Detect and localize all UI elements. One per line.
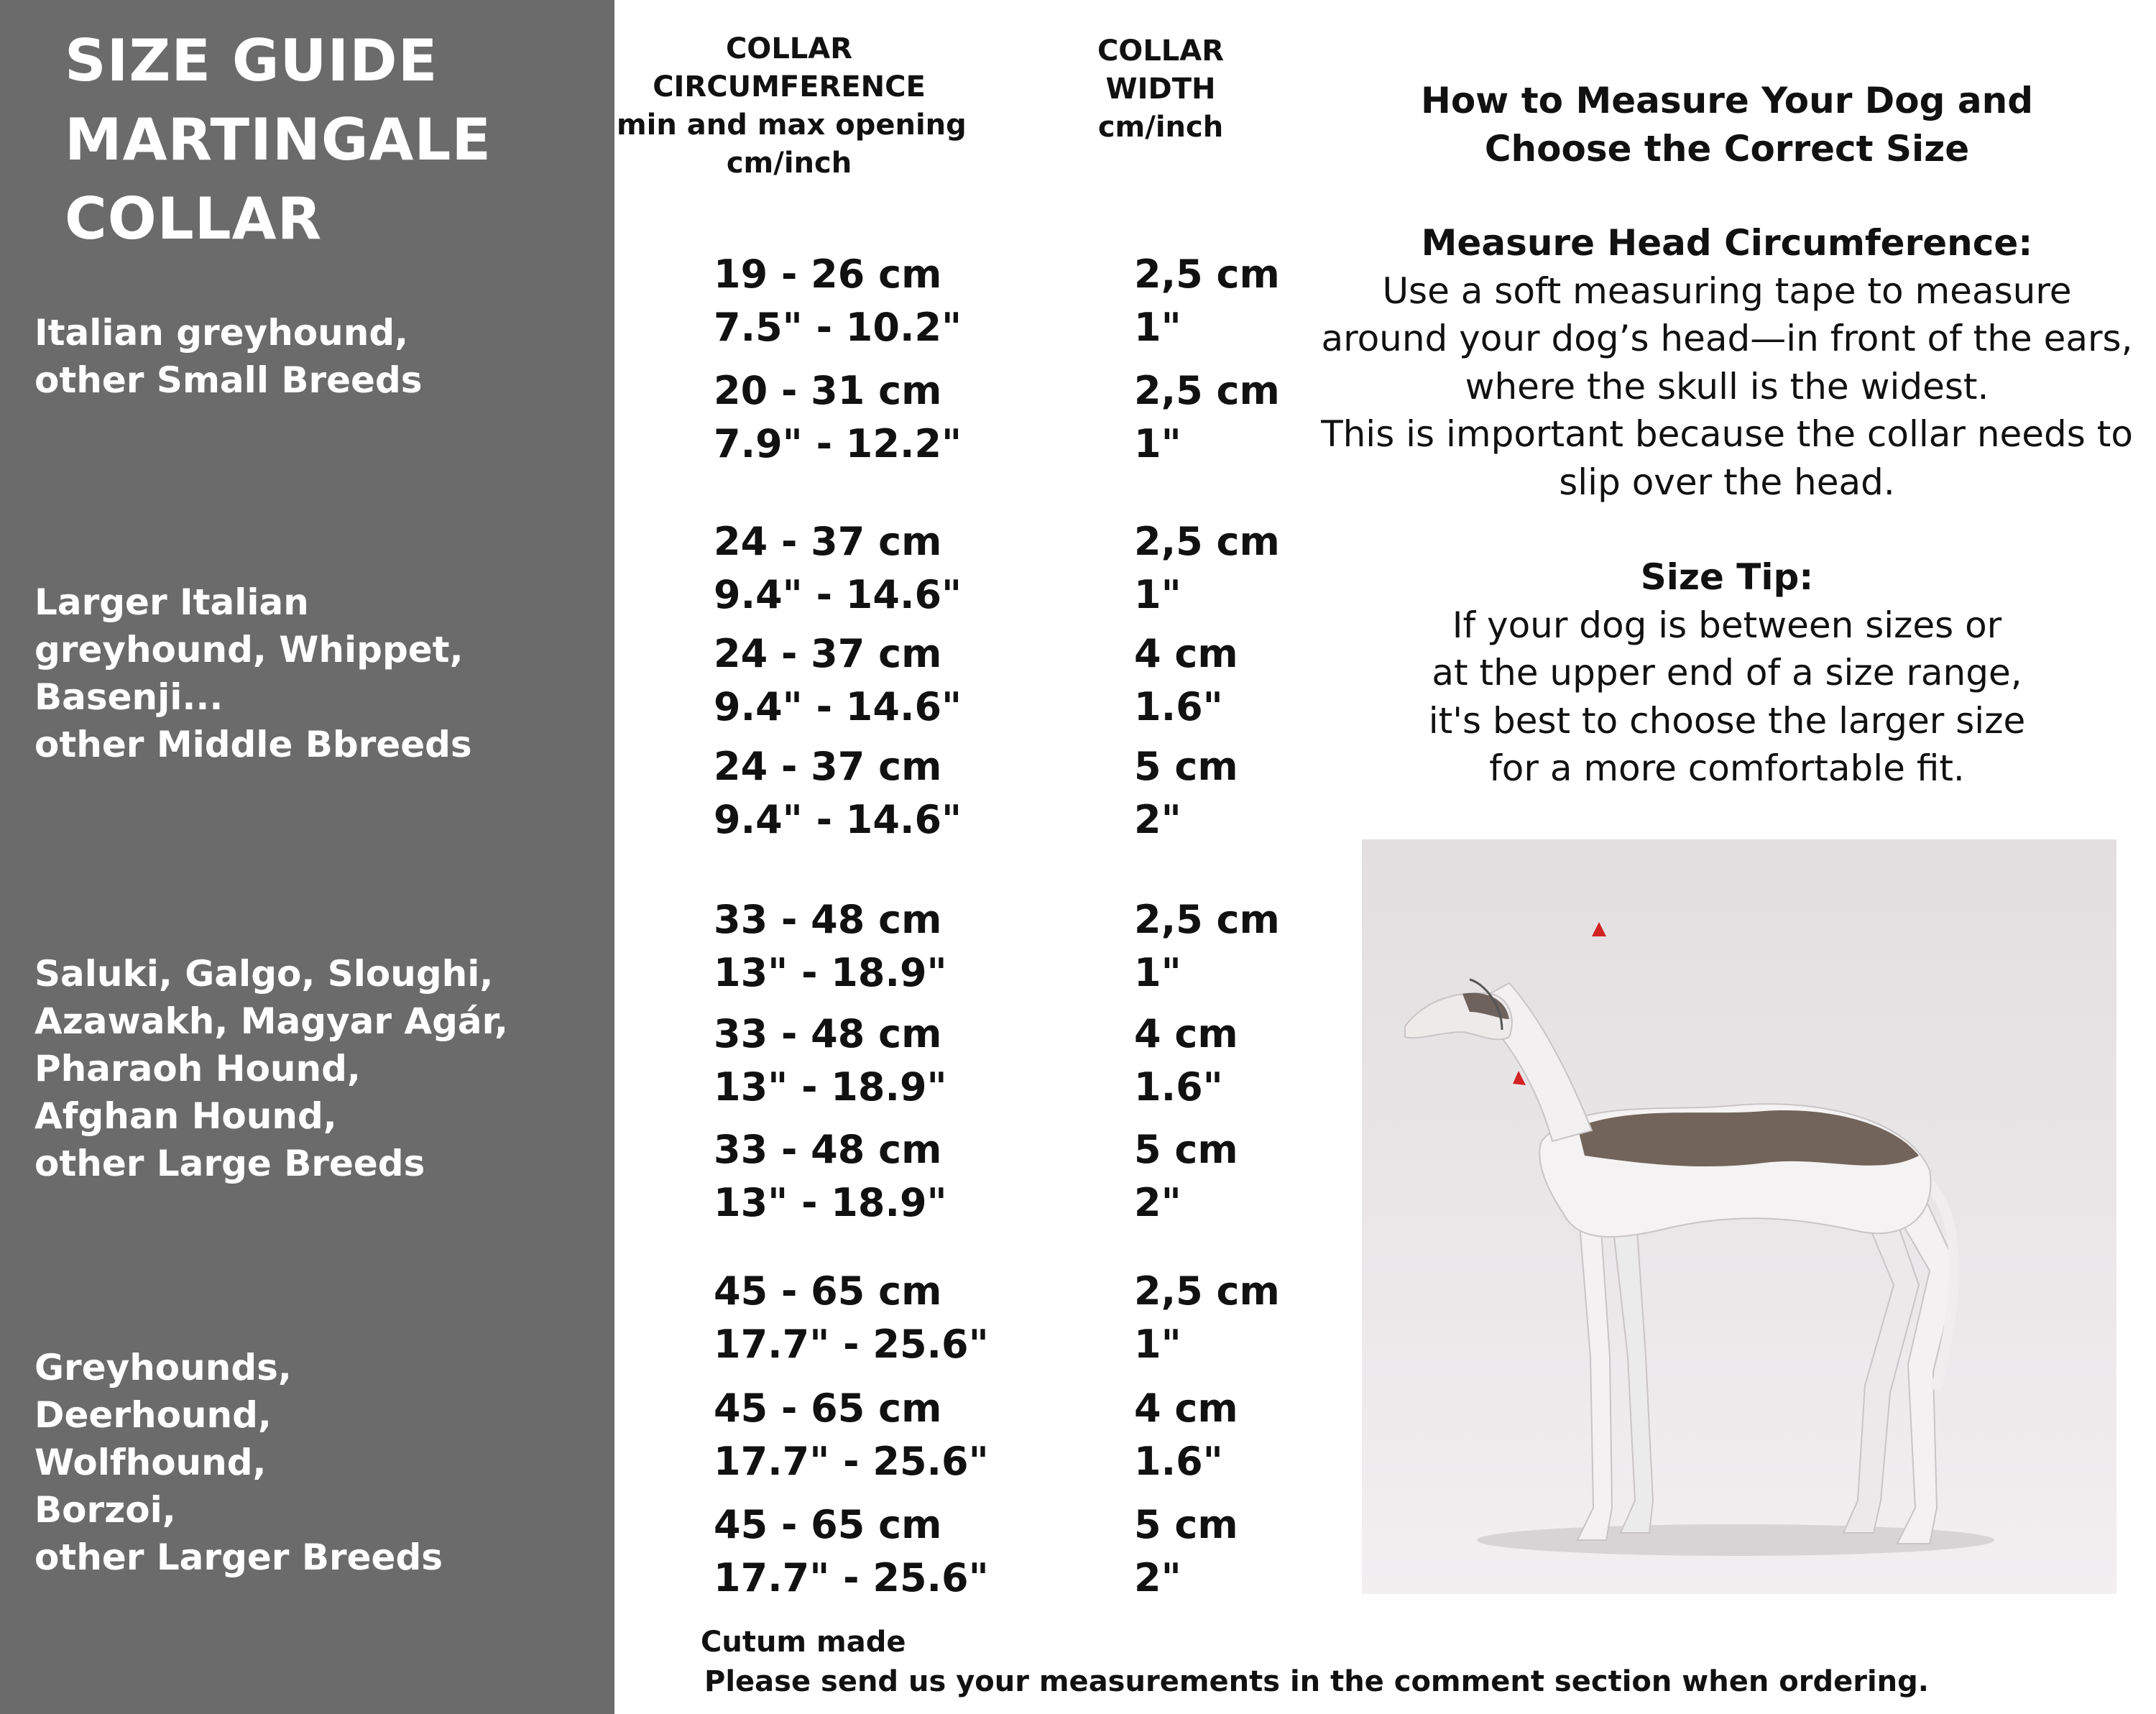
hind-leg-2 — [1843, 1192, 1919, 1533]
tip-title: Size Tip: — [1640, 556, 1814, 598]
width-cm: 5 cm — [1134, 1127, 1238, 1172]
width-in: 1" — [1134, 572, 1181, 617]
breed-line: Pharaoh Hound, — [34, 1048, 361, 1089]
dog-photo — [1362, 839, 2116, 1594]
width-cm: 5 cm — [1134, 744, 1238, 789]
row-xl1-width — [1134, 1382, 1238, 1488]
breed-line: Larger Italian — [34, 581, 309, 623]
breed-line: Saluki, Galgo, Sloughi, — [34, 953, 494, 995]
header-line: cm/inch — [1097, 111, 1224, 144]
row-xs-width — [1134, 248, 1280, 354]
circ-in: 9.4" - 14.6" — [714, 572, 962, 617]
row-s-width — [1134, 364, 1280, 471]
row-xl-width — [1134, 1265, 1280, 1371]
breed-line: Italian greyhound, — [34, 312, 409, 354]
brindle-patch — [1577, 1110, 1919, 1166]
row-m2-circumference — [714, 740, 962, 847]
header-line: min and max opening — [617, 109, 967, 142]
row-s-circumference — [714, 364, 962, 471]
custom-made-label: Cutum made — [701, 1626, 906, 1659]
front-leg-2 — [1610, 1199, 1653, 1533]
circ-cm: 45 - 65 cm — [714, 1386, 942, 1431]
width-in: 1" — [1134, 305, 1181, 350]
circ-in: 9.4" - 14.6" — [714, 684, 962, 729]
breed-line: greyhound, Whippet, — [34, 629, 464, 671]
breed-line: other Larger Breeds — [34, 1536, 443, 1578]
title-line: MARTINGALE — [65, 106, 492, 173]
circ-in: 7.5" - 10.2" — [714, 305, 962, 350]
row-l2-width — [1134, 1123, 1238, 1230]
breed-group-small — [34, 309, 423, 404]
title-line: COLLAR — [65, 185, 323, 252]
circ-in: 17.7" - 25.6" — [714, 1555, 989, 1600]
tip-line: If your dog is between sizes or — [1452, 604, 2002, 646]
row-m1-circumference — [714, 627, 962, 734]
circ-in: 17.7" - 25.6" — [714, 1439, 989, 1484]
measure-marker-bottom-icon — [1513, 1071, 1526, 1085]
breed-line: Basenji... — [34, 676, 224, 718]
header-line: COLLAR — [725, 32, 853, 65]
circ-in: 13" - 18.9" — [714, 1064, 947, 1110]
row-l-width — [1134, 893, 1280, 1000]
breed-group-large — [34, 950, 508, 1187]
circ-cm: 24 - 37 cm — [714, 631, 942, 676]
width-in: 1.6" — [1134, 1439, 1223, 1484]
column-header-circumference — [617, 30, 967, 183]
measure-line: slip over the head. — [1559, 461, 1895, 503]
front-leg — [1577, 1199, 1612, 1540]
measure-line: around your dog’s head—in front of the ears, — [1321, 318, 2133, 359]
width-in: 1.6" — [1134, 1064, 1223, 1110]
circ-in: 13" - 18.9" — [714, 950, 947, 995]
breed-line: Azawakh, Magyar Agár, — [34, 1000, 508, 1042]
width-cm: 4 cm — [1134, 1386, 1238, 1431]
circ-in: 17.7" - 25.6" — [714, 1322, 989, 1367]
breed-line: Greyhounds, — [34, 1347, 292, 1388]
whippet-illustration — [1362, 839, 2116, 1594]
circ-cm: 45 - 65 cm — [714, 1502, 942, 1547]
header-line: cm/inch — [726, 147, 852, 180]
tip-line: it's best to choose the larger size — [1428, 699, 2026, 742]
width-cm: 4 cm — [1134, 631, 1238, 676]
row-m-circumference — [714, 515, 962, 622]
circ-cm: 33 - 48 cm — [714, 1127, 942, 1172]
column-header-width — [1049, 32, 1272, 147]
heading-line: Choose the Correct Size — [1484, 127, 1970, 170]
measure-title: Measure Head Circumference: — [1421, 222, 2033, 264]
width-in: 1" — [1134, 1322, 1181, 1367]
header-line: CIRCUMFERENCE — [653, 70, 926, 103]
how-to-measure-heading — [1299, 77, 2155, 172]
row-xl2-circumference — [714, 1498, 989, 1605]
circ-cm: 20 - 31 cm — [714, 368, 942, 413]
row-xs-circumference — [714, 248, 962, 354]
width-cm: 2,5 cm — [1134, 1268, 1280, 1314]
breed-group-larger — [34, 1344, 443, 1581]
tip-line: for a more comfortable fit. — [1489, 747, 1965, 789]
circ-cm: 24 - 37 cm — [714, 519, 942, 564]
measure-line: where the skull is the widest. — [1465, 365, 1989, 407]
breed-group-middle — [34, 579, 472, 768]
breed-line: other Large Breeds — [34, 1143, 425, 1184]
circ-in: 13" - 18.9" — [714, 1180, 947, 1225]
row-l1-circumference — [714, 1008, 947, 1114]
row-m2-width — [1134, 740, 1238, 847]
width-in: 1" — [1134, 421, 1181, 466]
breed-line: Wolfhound, — [34, 1442, 267, 1483]
size-tip-section — [1299, 553, 2155, 793]
circ-cm: 24 - 37 cm — [714, 744, 942, 789]
measure-section — [1299, 219, 2155, 506]
row-xl-circumference — [714, 1265, 989, 1371]
row-l-circumference — [714, 893, 947, 1000]
heading-line: How to Measure Your Dog and — [1420, 80, 2033, 121]
tip-line: at the upper end of a size range, — [1432, 652, 2022, 694]
row-xl1-circumference — [714, 1382, 989, 1488]
footer-note: Please send us your measurements in the comment section when ordering. — [704, 1665, 1929, 1698]
row-m1-width — [1134, 627, 1238, 734]
measure-line: This is important because the collar needs to — [1321, 413, 2133, 455]
title-line: SIZE GUIDE — [65, 27, 438, 94]
width-cm: 5 cm — [1134, 1502, 1238, 1547]
row-m-width — [1134, 515, 1280, 622]
header-line: COLLAR — [1097, 34, 1225, 68]
measure-marker-top-icon — [1592, 922, 1606, 936]
width-cm: 2,5 cm — [1134, 519, 1280, 564]
circ-cm: 33 - 48 cm — [714, 897, 942, 942]
header-line: WIDTH — [1105, 73, 1216, 106]
row-xl2-width — [1134, 1498, 1238, 1605]
measure-line: Use a soft measuring tape to measure — [1382, 269, 2072, 312]
width-cm: 2,5 cm — [1134, 252, 1280, 297]
breed-line: Afghan Hound, — [34, 1095, 337, 1137]
circ-in: 7.9" - 12.2" — [714, 421, 962, 466]
width-in: 2" — [1134, 1555, 1181, 1600]
row-l1-width — [1134, 1008, 1238, 1114]
width-in: 1" — [1134, 950, 1181, 995]
circ-in: 9.4" - 14.6" — [714, 797, 962, 842]
width-in: 1.6" — [1134, 684, 1223, 729]
breed-line: Deerhound, — [34, 1394, 272, 1436]
page-title — [65, 22, 492, 259]
row-l2-circumference — [714, 1123, 947, 1230]
width-cm: 2,5 cm — [1134, 368, 1280, 413]
width-cm: 4 cm — [1134, 1011, 1238, 1056]
size-sidebar — [0, 0, 614, 1714]
circ-cm: 33 - 48 cm — [714, 1011, 942, 1056]
width-in: 2" — [1134, 797, 1181, 842]
width-cm: 2,5 cm — [1134, 897, 1280, 942]
circ-cm: 19 - 26 cm — [714, 252, 942, 297]
breed-line: Borzoi, — [34, 1489, 176, 1531]
breed-line: other Small Breeds — [34, 359, 423, 401]
width-in: 2" — [1134, 1180, 1181, 1225]
breed-line: other Middle Bbreeds — [34, 724, 472, 765]
circ-cm: 45 - 65 cm — [714, 1268, 942, 1314]
